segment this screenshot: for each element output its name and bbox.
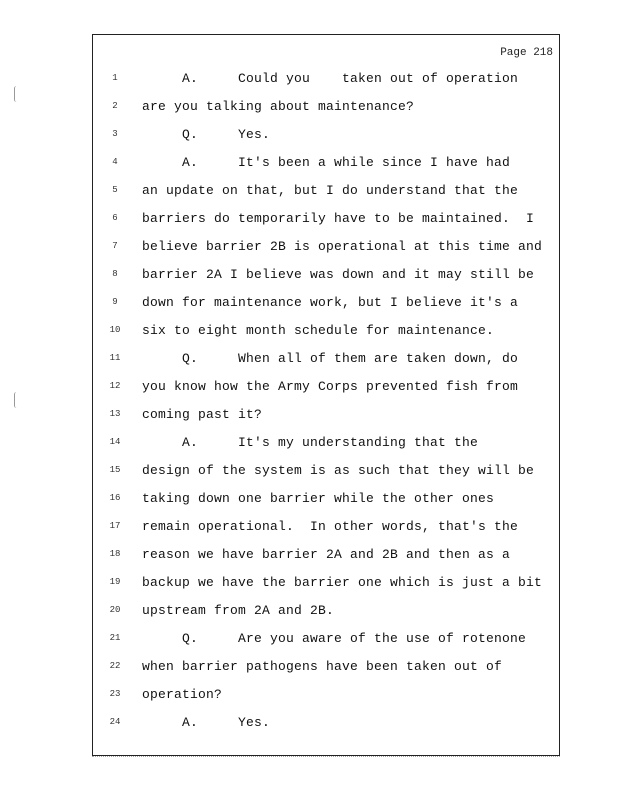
line-number: 21 xyxy=(109,633,121,643)
line-text: Q. Are you aware of the use of rotenone xyxy=(142,631,527,646)
line-text: barrier 2A I believe was down and it may still be xyxy=(142,267,535,282)
transcript-line xyxy=(93,405,559,425)
line-number: 2 xyxy=(112,101,118,111)
line-text: backup we have the barrier one which is just a bit xyxy=(142,575,543,590)
transcript-line xyxy=(93,69,559,89)
line-number: 24 xyxy=(109,717,121,727)
line-number: 20 xyxy=(109,605,121,615)
line-number: 14 xyxy=(109,437,121,447)
transcript-line xyxy=(93,237,559,257)
transcript-line xyxy=(93,377,559,397)
transcript-line xyxy=(93,265,559,285)
line-text: believe barrier 2B is operational at this time and xyxy=(142,239,543,254)
transcript-line xyxy=(93,629,559,649)
line-text: when barrier pathogens have been taken out of xyxy=(142,659,503,674)
line-number: 19 xyxy=(109,577,121,587)
line-number: 17 xyxy=(109,521,121,531)
transcript-line xyxy=(93,293,559,313)
line-text: an update on that, but I do understand that the xyxy=(142,183,519,198)
transcript-line xyxy=(93,489,559,509)
transcript-line xyxy=(93,209,559,229)
line-text: Q. When all of them are taken down, do xyxy=(142,351,519,366)
line-number: 4 xyxy=(112,157,118,167)
line-number: 7 xyxy=(112,241,118,251)
scan-edge xyxy=(92,756,560,758)
line-number: 23 xyxy=(109,689,121,699)
line-text: remain operational. In other words, that's the xyxy=(142,519,519,534)
transcript-line xyxy=(93,97,559,117)
line-number: 5 xyxy=(112,185,118,195)
line-number: 15 xyxy=(109,465,121,475)
binder-hole-mark-middle xyxy=(14,392,19,408)
transcript-line xyxy=(93,685,559,705)
line-number: 6 xyxy=(112,213,118,223)
transcript-line xyxy=(93,461,559,481)
line-number: 22 xyxy=(109,661,121,671)
transcript-line xyxy=(93,153,559,173)
line-text: upstream from 2A and 2B. xyxy=(142,603,335,618)
line-number: 12 xyxy=(109,381,121,391)
line-text: A. Yes. xyxy=(142,715,271,730)
line-text: design of the system is as such that they will be xyxy=(142,463,535,478)
transcript-line xyxy=(93,601,559,621)
line-text: A. Could you taken out of operation xyxy=(142,71,519,86)
transcript-line xyxy=(93,349,559,369)
line-text: six to eight month schedule for maintenance. xyxy=(142,323,495,338)
line-text: A. It's my understanding that the xyxy=(142,435,479,450)
line-number: 9 xyxy=(112,297,118,307)
transcript-line xyxy=(93,713,559,733)
transcript-line xyxy=(93,433,559,453)
line-number: 11 xyxy=(109,353,121,363)
line-number: 16 xyxy=(109,493,121,503)
line-text: operation? xyxy=(142,687,223,702)
line-number: 8 xyxy=(112,269,118,279)
transcript-line xyxy=(93,545,559,565)
line-text: barriers do temporarily have to be maintained. I xyxy=(142,211,535,226)
transcript-page xyxy=(92,34,560,756)
transcript-line xyxy=(93,657,559,677)
line-number: 13 xyxy=(109,409,121,419)
page-number: Page 218 xyxy=(500,47,553,59)
transcript-line xyxy=(93,573,559,593)
line-text: coming past it? xyxy=(142,407,263,422)
transcript-line xyxy=(93,321,559,341)
line-number: 1 xyxy=(112,73,118,83)
line-text: down for maintenance work, but I believe it's a xyxy=(142,295,519,310)
transcript-line xyxy=(93,125,559,145)
line-text: A. It's been a while since I have had xyxy=(142,155,511,170)
line-number: 10 xyxy=(109,325,121,335)
transcript-line xyxy=(93,517,559,537)
line-text: are you talking about maintenance? xyxy=(142,99,415,114)
line-text: taking down one barrier while the other ones xyxy=(142,491,495,506)
line-text: Q. Yes. xyxy=(142,127,271,142)
line-number: 3 xyxy=(112,129,118,139)
line-number: 18 xyxy=(109,549,121,559)
transcript-line xyxy=(93,181,559,201)
line-text: reason we have barrier 2A and 2B and then as a xyxy=(142,547,511,562)
binder-hole-mark-top xyxy=(14,86,19,102)
line-text: you know how the Army Corps prevented fish from xyxy=(142,379,519,394)
